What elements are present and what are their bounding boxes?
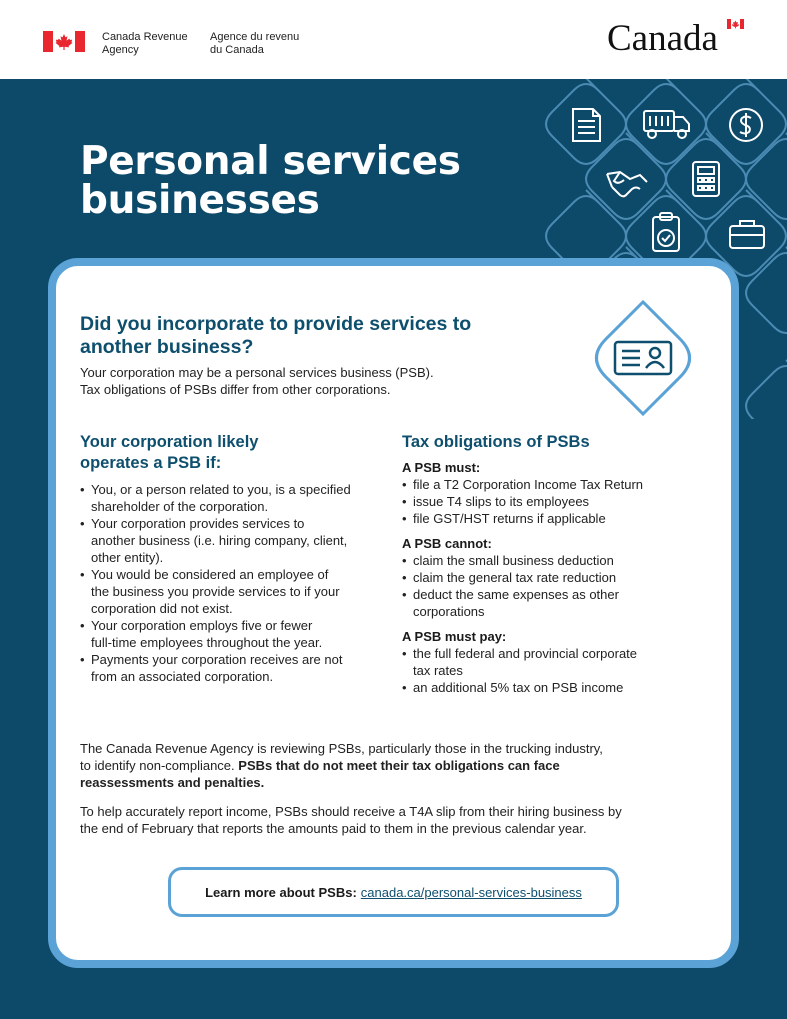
list-item: • You, or a person related to you, is a specified shareholder of the corporation. xyxy=(80,481,385,515)
list-item: • deduct the same expenses as other corporations xyxy=(402,586,692,620)
psb-criteria-list xyxy=(80,481,385,685)
agency-name-english: Canada Revenue Agency xyxy=(102,31,188,56)
clipboard-check-icon xyxy=(653,213,679,251)
page-title: Personal services businesses xyxy=(80,139,461,223)
must-group xyxy=(402,459,692,527)
must-list xyxy=(402,476,692,527)
pay-list xyxy=(402,645,692,696)
canada-wordmark xyxy=(607,17,747,57)
list-item: • claim the small business deduction xyxy=(402,552,692,569)
list-item: • Your corporation provides services to another business (i.e. hiring company, client, other entity). xyxy=(80,515,385,566)
list-item: • Your corporation employs five or fewer full-time employees throughout the year. xyxy=(80,617,385,651)
briefcase-icon xyxy=(730,221,764,248)
list-item: • You would be considered an employee of the business you provide services to if your corporation did not exist. xyxy=(80,566,385,617)
list-item: • file a T2 Corporation Income Tax Return xyxy=(402,476,692,493)
svg-text:Canada: Canada xyxy=(607,18,718,57)
id-card-icon xyxy=(582,298,704,418)
learn-more-label: Learn more about PSBs: xyxy=(205,884,357,900)
list-item: • Payments your corporation receives are not from an associated corporation. xyxy=(80,651,385,685)
document-icon xyxy=(573,109,600,141)
learn-more-box xyxy=(168,867,619,917)
pay-heading: A PSB must pay: xyxy=(402,629,507,644)
truck-icon xyxy=(644,111,689,138)
intro-heading: Did you incorporate to provide services to another business? xyxy=(80,313,472,358)
calculator-icon xyxy=(693,162,719,196)
tax-obligations-column xyxy=(402,432,692,704)
cannot-list xyxy=(402,552,692,620)
wordmark-flag-icon xyxy=(727,19,744,29)
pay-group xyxy=(402,628,692,696)
header-bar xyxy=(0,0,787,79)
review-paragraph: The Canada Revenue Agency is reviewing PSBs, particularly those in the trucking industry, to identify non-compliance. PSBs that do not meet their tax obligations can face reassessments and penalties. xyxy=(80,741,603,790)
psb-criteria-column xyxy=(80,432,385,685)
cannot-heading: A PSB cannot: xyxy=(402,536,492,551)
canada-flag-icon xyxy=(43,31,85,52)
dollar-icon xyxy=(730,109,762,141)
agency-name-french: Agence du revenu du Canada xyxy=(210,31,300,56)
list-item: • file GST/HST returns if applicable xyxy=(402,510,692,527)
psb-info-link[interactable]: canada.ca/personal-services-business xyxy=(360,884,582,900)
list-item: • the full federal and provincial corporate tax rates xyxy=(402,645,692,679)
must-heading: A PSB must: xyxy=(402,460,481,475)
cannot-group xyxy=(402,535,692,620)
psb-criteria-heading: Your corporation likely operates a PSB if: xyxy=(80,433,259,472)
handshake-icon xyxy=(607,172,647,196)
intro-text: Your corporation may be a personal services business (PSB). Tax obligations of PSBs differ from other corporations. xyxy=(80,365,434,397)
t4a-paragraph: To help accurately report income, PSBs should receive a T4A slip from their hiring business by the end of February that reports the amounts paid to them in the previous calendar year. xyxy=(80,804,622,836)
list-item: • an additional 5% tax on PSB income xyxy=(402,679,692,696)
tax-obligations-heading: Tax obligations of PSBs xyxy=(402,433,590,451)
list-item: • issue T4 slips to its employees xyxy=(402,493,692,510)
list-item: • claim the general tax rate reduction xyxy=(402,569,692,586)
